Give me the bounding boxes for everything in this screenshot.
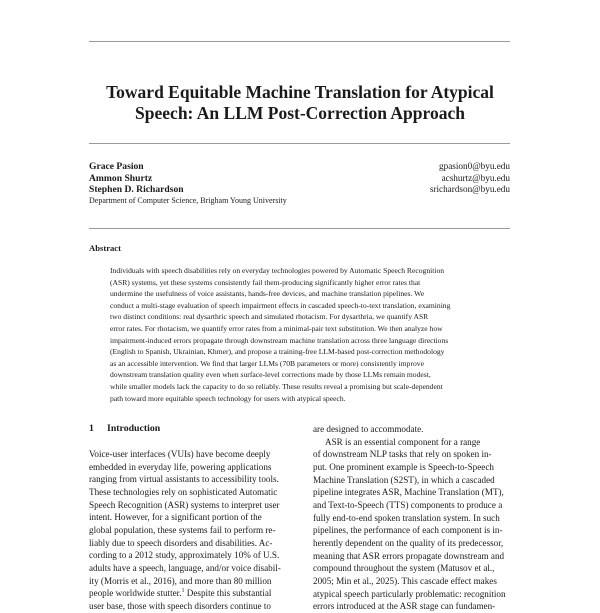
body-line: user base, those with speech disorders continue to [89, 600, 271, 611]
body-text: Despite this substantial [184, 588, 272, 599]
body-line: pipelines, the performance of each component is in- [313, 525, 503, 536]
abstract-line: (ASR) systems, yet these systems consistently fail them-producing significantly higher error rates that [110, 277, 421, 287]
section-number: 1 [89, 423, 94, 434]
top-rule [89, 41, 510, 42]
abstract-line: while smaller models lack the capacity to do so reliably. These results reveal a promising but scale-dependent [110, 381, 443, 391]
section-title: Introduction [107, 423, 161, 434]
body-line: These technologies rely on sophisticated Automatic [89, 486, 278, 497]
abstract-line: downstream translation quality even when surface-level corrections made by those LLMs remain modest, [110, 370, 431, 380]
paper-title [60, 82, 540, 124]
abstract-line: (English to Spanish, Ukrainian, Khmer), and propose a training-free LLM-based post-correction methodology [110, 347, 445, 357]
body-text: people worldwide stutter. [89, 588, 182, 599]
abstract-line: two distinct conditions: real dysarthric speech and simulated rhotacism. For dysarthria, we quantify ASR [110, 312, 429, 322]
body-line: liably due to speech disorders and disabilities. Ac- [89, 537, 273, 548]
left-column [89, 448, 285, 613]
abstract-line: impairment-induced errors propagate through downstream machine translation across three language directions [110, 335, 449, 345]
body-line: are designed to accommodate. [313, 424, 424, 434]
body-line: ity (Morris et al., 2016), and more than 80 million [89, 575, 272, 586]
body-line: put. One prominent example is Speech-to-Speech [313, 461, 494, 472]
body-line: adults have a speech, language, and/or voice disabil- [89, 562, 281, 573]
body-line: pipeline integrates ASR, Machine Translation (MT), [313, 487, 504, 498]
abstract-line: conduct a multi-stage evaluation of speech impairment effects in cascaded speech-to-text translation, examining [110, 300, 451, 310]
abstract-line: undermine the usefulness of voice assistants, hands-free devices, and machine translation pipelines. We [110, 289, 425, 299]
author-name-1: Grace Pasion [89, 161, 144, 172]
abstract-line: error rates. For rhotacism, we quantify error rates from a minimal-pair text substitution. We then analyze how [110, 323, 443, 333]
abstract-line: path toward more equitable speech technology for users with atypical speech. [110, 393, 346, 403]
abstract-line: as an accessible intervention. We find that larger LLMs (70B parameters or more) consistently improve [110, 358, 424, 368]
body-line: of downstream NLP tasks that rely on spoken in- [313, 449, 492, 460]
abstract-heading: Abstract [89, 243, 121, 253]
body-line: meaning that ASR errors propagate downstream and [313, 550, 505, 561]
body-line: compound throughout the system (Matusov et al., [313, 563, 495, 574]
affiliation: Department of Computer Science, Brigham Young University [89, 196, 287, 205]
abstract-rule [89, 228, 510, 229]
abstract-line: Individuals with speech disabilities rely on everyday technologies powered by Automatic Speech Recognition [110, 266, 445, 275]
author-name-3: Stephen D. Richardson [89, 184, 184, 195]
author-email-3: srichardson@byu.edu [429, 184, 510, 194]
body-line: and Text-to-Speech (TTS) components to produce a [313, 499, 503, 510]
body-line: intent. However, for a significant portion of the [89, 512, 262, 523]
right-column [313, 423, 509, 613]
body-line: Machine Translation (S2ST), in which a cascaded [313, 474, 495, 485]
body-line: cording to a 2012 study, approximately 10% of U.S. [89, 550, 280, 561]
abstract-body [110, 265, 490, 404]
title-line-1: Toward Equitable Machine Translation for Atypical [106, 82, 494, 102]
author-name-2: Ammon Shurtz [89, 173, 153, 184]
body-line: errors introduced at the ASR stage can fundamen- [313, 601, 496, 612]
body-line: ranging from virtual assistants to accessibility tools. [89, 474, 279, 485]
author-email-1: gpasion0@byu.edu [439, 161, 510, 171]
title-line-2: Speech: An LLM Post-Correction Approach [135, 103, 465, 123]
body-line: global population, these systems fail to perform re- [89, 524, 276, 535]
body-line: ASR is an essential component for a range [325, 436, 481, 447]
body-line: herently dependent on the quality of its predecessor, [313, 537, 504, 548]
body-line: Speech Recognition (ASR) systems to interpret user [89, 499, 280, 510]
body-line: atypical speech particularly problematic: recognition [313, 588, 506, 599]
author-email-2: acshurtz@byu.edu [441, 173, 510, 183]
section-heading [89, 423, 160, 434]
title-rule [89, 143, 510, 144]
body-line: embedded in everyday life, powering applications [89, 461, 272, 472]
body-line-with-footnote [89, 587, 285, 600]
footnote-marker[interactable]: 1 [181, 588, 185, 595]
body-line: fully end-to-end spoken translation system. In such [313, 512, 500, 523]
body-line: Voice-user interfaces (VUIs) have become deeply [89, 449, 271, 459]
body-line: 2005; Min et al., 2025). This cascade effect makes [313, 575, 497, 586]
